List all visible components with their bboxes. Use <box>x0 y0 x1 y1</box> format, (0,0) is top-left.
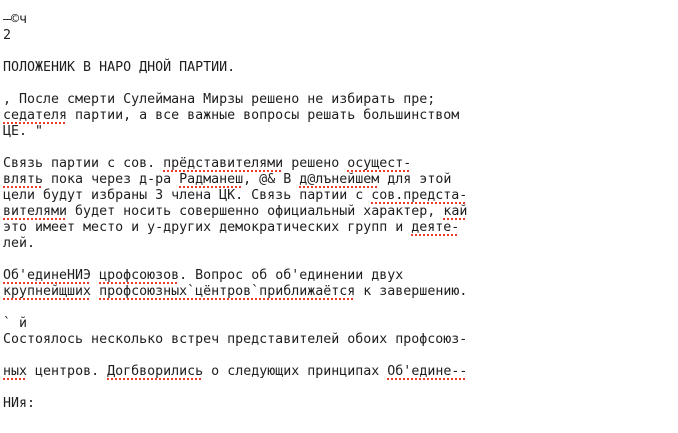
misspelled-word: кай <box>443 204 468 219</box>
text-line <box>3 284 672 300</box>
misspelled-word: Радманеш <box>179 172 244 187</box>
misspelled-word: сов.предста- <box>371 188 468 203</box>
blank-line <box>3 300 672 316</box>
blank-line <box>3 380 672 396</box>
text-line <box>3 396 672 412</box>
text-segment <box>91 268 99 283</box>
text-segment: . Вопрос об об'единении двух <box>179 268 404 283</box>
misspelled-word: Догбворились <box>107 364 204 379</box>
text-segment: о следующих принципах <box>203 364 388 379</box>
misspelled-word: влять <box>3 172 44 187</box>
text-line <box>3 124 672 140</box>
text-segment <box>91 284 99 299</box>
text-segment: ЦЕ. " <box>3 124 44 139</box>
text-segment: 2 <box>3 28 12 43</box>
text-segment: Состоялось несколько встреч представителей обоих профсоюз- <box>3 332 468 347</box>
misspelled-word: вителями <box>3 204 68 219</box>
text-line <box>3 316 672 332</box>
blank-line <box>3 252 672 268</box>
text-segment: партии, а все важные вопросы решать большинством <box>67 108 460 123</box>
text-line <box>3 268 672 284</box>
misspelled-word: осущест- <box>347 156 412 171</box>
text-line <box>3 12 672 28</box>
misspelled-word: седателя <box>3 108 68 123</box>
text-segment: пока через д-ра <box>43 172 180 187</box>
text-line <box>3 60 672 76</box>
text-segment: Связь партии с сов. <box>3 156 164 171</box>
misspelled-word: ных <box>3 364 28 379</box>
text-segment: центров. <box>27 364 108 379</box>
text-segment: —©ч <box>3 12 28 27</box>
misspelled-word: црофсоюзов <box>99 268 180 283</box>
misspelled-word: Об'едине-- <box>387 364 468 379</box>
blank-line <box>3 140 672 156</box>
text-line <box>3 28 672 44</box>
misspelled-word: крупнейщших <box>3 284 92 299</box>
text-line <box>3 220 672 236</box>
text-segment: ` й <box>3 316 28 331</box>
text-line <box>3 172 672 188</box>
text-line <box>3 188 672 204</box>
text-segment: решено <box>283 156 348 171</box>
text-segment: к завершению. <box>355 284 468 299</box>
misspelled-word: деяте- <box>411 220 460 235</box>
text-segment: лей. <box>3 236 36 251</box>
blank-line <box>3 76 672 92</box>
text-line <box>3 204 672 220</box>
misspelled-word: профсоюзных`цёнтров`приближаётся <box>99 284 356 299</box>
misspelled-word: Об'единеНИЭ <box>3 268 92 283</box>
text-segment: это имеет место и у-других демократических групп и <box>3 220 412 235</box>
text-line <box>3 108 672 124</box>
text-segment: будет носить совершенно официальный характер, <box>67 204 444 219</box>
text-line <box>3 364 672 380</box>
text-line <box>3 156 672 172</box>
text-segment: НИя: <box>3 396 36 411</box>
blank-line <box>3 348 672 364</box>
text-line <box>3 236 672 252</box>
text-segment: цели будут избраны 3 члена ЦК. Связь партии с <box>3 188 372 203</box>
misspelled-word: д@лънейшем <box>299 172 380 187</box>
text-line <box>3 92 672 108</box>
blank-line <box>3 44 672 60</box>
text-line <box>3 332 672 348</box>
text-segment: , После смерти Сулеймана Мирзы решено не избирать пре; <box>3 92 436 107</box>
text-segment: , @& В <box>243 172 300 187</box>
text-segment: ПОЛОЖЕНИК В НАРО ДНОЙ ПАРТИИ. <box>3 60 236 75</box>
misspelled-word: прёдставителями <box>163 156 284 171</box>
text-segment: для этой <box>379 172 452 187</box>
